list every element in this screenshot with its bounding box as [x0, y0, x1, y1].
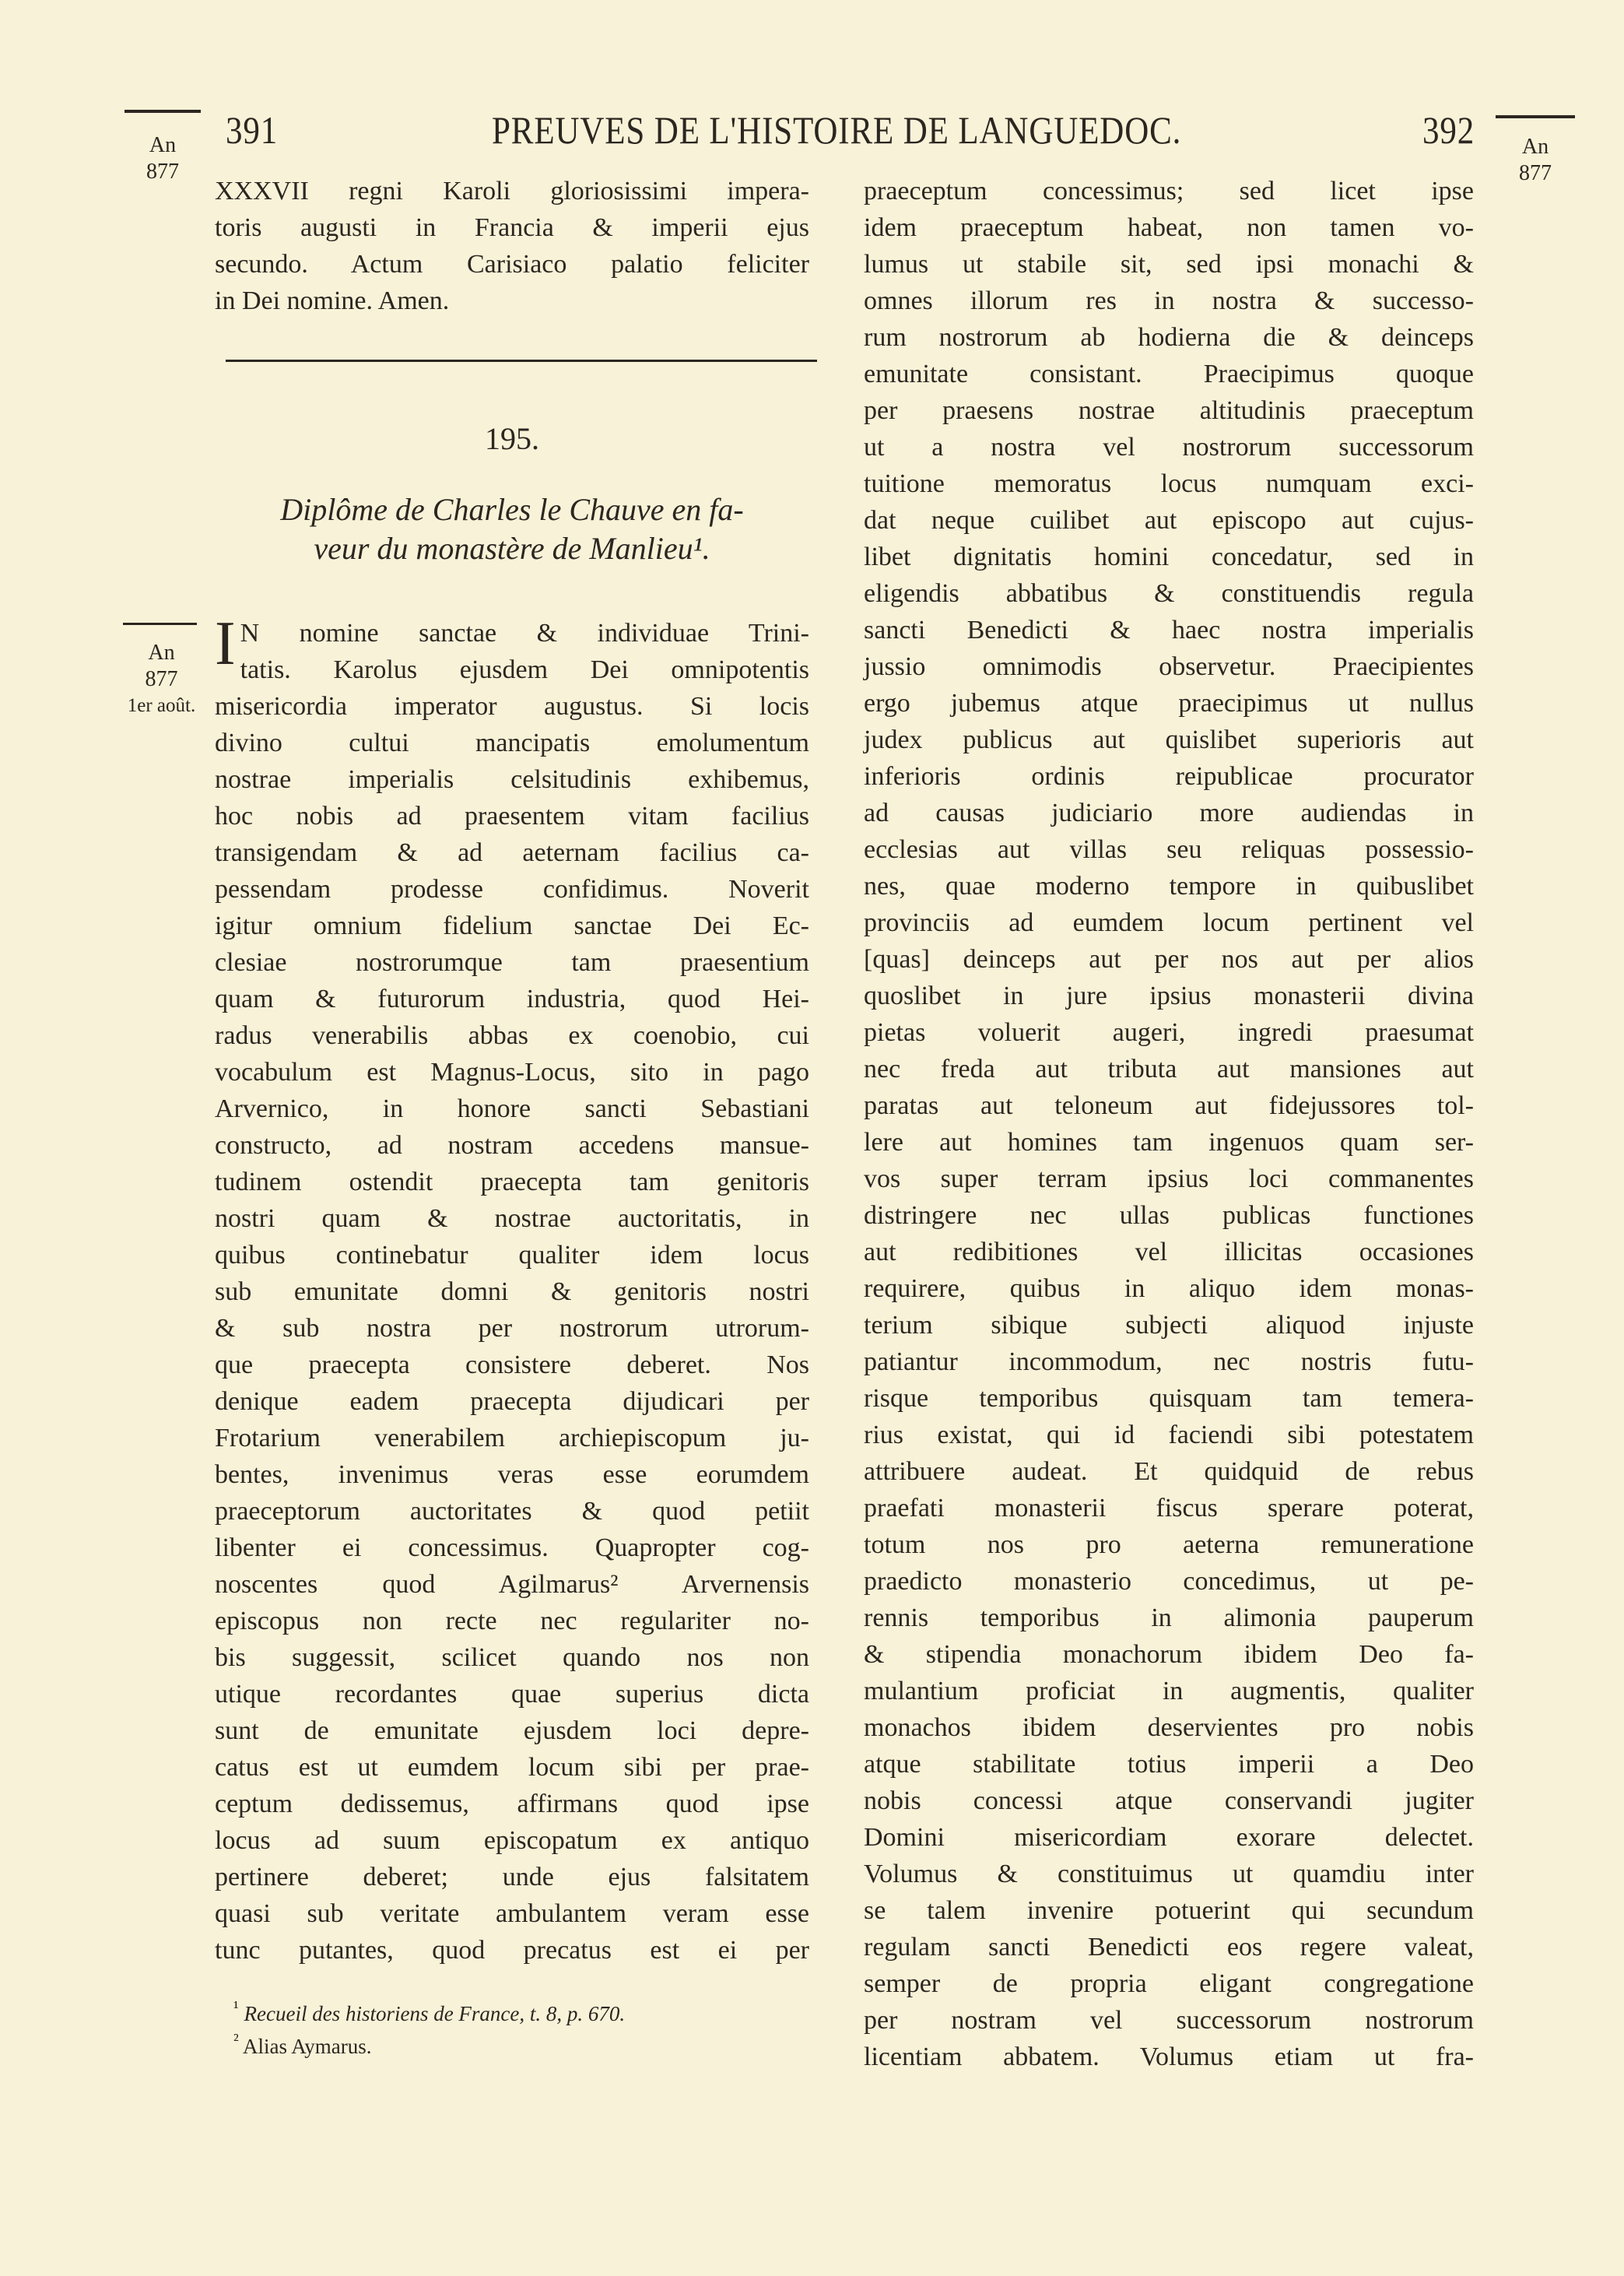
text-line: libenter ei concessimus. Quapropter cog-: [215, 1533, 809, 1562]
text-line: misericordia imperator augustus. Si locis: [215, 692, 809, 721]
text-line: ceptum dedissemus, affirmans quod ipse: [215, 1790, 809, 1818]
text-line: eligendis abbatibus & constituendis regula: [864, 579, 1474, 608]
margin-note-document-date: [117, 640, 206, 719]
running-title: PREUVES DE L'HISTOIRE DE LANGUEDOC.: [492, 108, 1182, 152]
margin-note-right-top: [1496, 134, 1575, 187]
text-line: nec freda aut tributa aut mansiones aut: [864, 1055, 1474, 1084]
text-line: paratas aut teloneum aut fidejussores tol-: [864, 1091, 1474, 1120]
text-line: quoslibet in jure ipsius monasterii divina: [864, 982, 1474, 1010]
text-line: quibus continebatur qualiter idem locus: [215, 1241, 809, 1270]
footnote-1: [233, 1994, 825, 2027]
text-line: praefati monasterii fiscus sperare poterat,: [864, 1494, 1474, 1523]
footnote-2: [233, 2027, 825, 2060]
text-line: ad causas judiciario more audiendas in: [864, 799, 1474, 827]
text-line: nobis concessi atque conservandi jugiter: [864, 1786, 1474, 1815]
document-title: [215, 490, 809, 568]
text-line: locus ad suum episcopatum ex antiquo: [215, 1826, 809, 1855]
text-line: regulam sancti Benedicti eos regere valeat,: [864, 1933, 1474, 1962]
margin-rule: [125, 110, 201, 113]
text-line: patiantur incommodum, nec nostris futu-: [864, 1347, 1474, 1376]
text-line: toris augusti in Francia & imperii ejus: [215, 213, 809, 242]
text-line: ut a nostra vel nostrorum successorum: [864, 433, 1474, 462]
text-line: jussio omnimodis observetur. Praecipientes: [864, 652, 1474, 681]
text-line: provinciis ad eumdem locum pertinent vel: [864, 908, 1474, 937]
text-line: radus venerabilis abbas ex coenobio, cui: [215, 1021, 809, 1050]
drop-cap: I: [215, 609, 236, 678]
text-line: rius existat, qui id faciendi sibi potestatem: [864, 1421, 1474, 1449]
text-line: lumus ut stabile sit, sed ipsi monachi &: [864, 250, 1474, 279]
text-line: secundo. Actum Carisiaco palatio feliciter: [215, 250, 809, 279]
text-line: & sub nostra per nostrorum utrorum-: [215, 1314, 809, 1343]
footnote-mark: ¹: [233, 1997, 239, 2017]
text-line: se talem invenire potuerint qui secundum: [864, 1896, 1474, 1925]
text-line: aut redibitiones vel illicitas occasiones: [864, 1238, 1474, 1266]
text-line: hoc nobis ad praesentem vitam facilius: [215, 802, 809, 831]
text-line: idem praeceptum habeat, non tamen vo-: [864, 213, 1474, 242]
text-line: tatis. Karolus ejusdem Dei omnipotentis: [240, 655, 809, 684]
text-line: totum nos pro aeterna remuneratione: [864, 1530, 1474, 1559]
text-line: inferioris ordinis reipublicae procurator: [864, 762, 1474, 791]
margin-year: 877: [1519, 161, 1552, 185]
text-line: constructo, ad nostram accedens mansue-: [215, 1131, 809, 1160]
text-line: omnes illorum res in nostra & successo-: [864, 286, 1474, 315]
text-line: nostrae imperialis celsitudinis exhibemus,: [215, 765, 809, 794]
text-line: utique recordantes quae superius dicta: [215, 1680, 809, 1709]
text-line: atque stabilitate totius imperii a Deo: [864, 1750, 1474, 1779]
footnotes: [233, 1994, 825, 2060]
document-number: 195.: [485, 421, 539, 456]
text-line: praeceptum concessimus; sed licet ipse: [864, 177, 1474, 205]
text-line: Arvernico, in honore sancti Sebastiani: [215, 1094, 809, 1123]
text-line: & stipendia monachorum ibidem Deo fa-: [864, 1640, 1474, 1669]
text-line: pertinere deberet; unde ejus falsitatem: [215, 1863, 809, 1891]
text-line: judex publicus aut quislibet superioris aut: [864, 725, 1474, 754]
page-number-right: 392: [1422, 108, 1475, 152]
text-line: requirere, quibus in aliquo idem monas-: [864, 1274, 1474, 1303]
text-line: semper de propria eligant congregatione: [864, 1969, 1474, 1998]
text-line: per praesens nostrae altitudinis praeceptum: [864, 396, 1474, 425]
text-line: mulantium proficiat in augmentis, qualiter: [864, 1677, 1474, 1705]
text-line: libet dignitatis homini concedatur, sed in: [864, 543, 1474, 571]
text-line: tuitione memoratus locus numquam exci-: [864, 469, 1474, 498]
text-line: sub emunitate domni & genitoris nostri: [215, 1277, 809, 1306]
document-body-left: [215, 609, 809, 1969]
text-line: terium sibique subjecti aliquod injuste: [864, 1311, 1474, 1340]
text-line: episcopus non recte nec regulariter no-: [215, 1607, 809, 1635]
text-line: quasi sub veritate ambulantem veram esse: [215, 1899, 809, 1928]
text-line: bis suggessit, scilicet quando nos non: [215, 1643, 809, 1672]
margin-note-left-top: [125, 132, 201, 185]
text-line: igitur omnium fidelium sanctae Dei Ec-: [215, 911, 809, 940]
margin-year: 877: [146, 160, 179, 184]
text-line: rennis temporibus in alimonia pauperum: [864, 1603, 1474, 1632]
document-body-right: [864, 173, 1474, 2075]
margin-label: An: [149, 133, 177, 157]
text-line: vocabulum est Magnus-Locus, sito in pago: [215, 1058, 809, 1087]
footnote-text: Recueil des historiens de France, t. 8, p. 670.: [244, 2002, 626, 2025]
text-line: pietas voluerit augeri, ingredi praesumat: [864, 1018, 1474, 1047]
previous-document-end: [215, 173, 809, 319]
text-line: vos super terram ipsius loci commanentes: [864, 1164, 1474, 1193]
text-line: ecclesias aut villas seu reliquas possessio-: [864, 835, 1474, 864]
text-line: tunc putantes, quod precatus est ei per: [215, 1936, 809, 1965]
margin-date: 1er août.: [127, 695, 196, 716]
text-line: transigendam & ad aeternam facilius ca-: [215, 838, 809, 867]
text-line: attribuere audeat. Et quidquid de rebus: [864, 1457, 1474, 1486]
text-line: distringere nec ullas publicas functiones: [864, 1201, 1474, 1230]
text-line: Volumus & constituimus ut quamdiu inter: [864, 1860, 1474, 1888]
text-line: [quas] deinceps aut per nos aut per alios: [864, 945, 1474, 974]
footnote-text: Alias Aymarus.: [243, 2035, 372, 2058]
document-title-line: veur du monastère de Manlieu¹.: [314, 531, 710, 566]
text-line: denique eadem praecepta dijudicari per: [215, 1387, 809, 1416]
text-line: que praecepta consistere deberet. Nos: [215, 1350, 809, 1379]
text-line: dat neque cuilibet aut episcopo aut cujus-: [864, 506, 1474, 535]
text-line: monachos ibidem deservientes pro nobis: [864, 1713, 1474, 1742]
margin-rule: [123, 623, 197, 625]
page-number-left: 391: [226, 108, 279, 152]
margin-label: An: [148, 641, 175, 665]
text-line: Frotarium venerabilem archiepiscopum ju-: [215, 1424, 809, 1452]
text-line: risque temporibus quisquam tam temera-: [864, 1384, 1474, 1413]
text-line: per nostram vel successorum nostrorum: [864, 2006, 1474, 2035]
text-line: noscentes quod Agilmarus² Arvernensis: [215, 1570, 809, 1599]
text-line: clesiae nostrorumque tam praesentium: [215, 948, 809, 977]
text-line: catus est ut eumdem locum sibi per prae-: [215, 1753, 809, 1782]
text-line: nes, quae moderno tempore in quibuslibet: [864, 872, 1474, 901]
margin-year: 877: [145, 667, 178, 691]
text-line: ergo jubemus atque praecipimus ut nullus: [864, 689, 1474, 718]
text-line: bentes, invenimus veras esse eorumdem: [215, 1460, 809, 1489]
margin-label: An: [1521, 135, 1549, 159]
text-line: quam & futurorum industria, quod Hei-: [215, 985, 809, 1013]
text-line: in Dei nomine. Amen.: [215, 286, 450, 315]
text-line: N nomine sanctae & individuae Trini-: [240, 619, 809, 648]
document-title-line: Diplôme de Charles le Chauve en fa-: [280, 492, 744, 527]
text-line: XXXVII regni Karoli gloriosissimi impera-: [215, 177, 809, 205]
text-line: praedicto monasterio concedimus, ut pe-: [864, 1567, 1474, 1596]
text-line: sancti Benedicti & haec nostra imperialis: [864, 616, 1474, 645]
text-line: pessendam prodesse confidimus. Noverit: [215, 875, 809, 904]
text-line: praeceptorum auctoritates & quod petiit: [215, 1497, 809, 1526]
text-line: emunitate consistant. Praecipimus quoque: [864, 360, 1474, 388]
text-line: rum nostrorum ab hodierna die & deinceps: [864, 323, 1474, 352]
text-line: sunt de emunitate ejusdem loci depre-: [215, 1716, 809, 1745]
text-line: licentiam abbatem. Volumus etiam ut fra-: [864, 2042, 1474, 2071]
text-line: nostri quam & nostrae auctoritatis, in: [215, 1204, 809, 1233]
footnote-mark: ²: [233, 2030, 239, 2049]
text-line: Domini misericordiam exorare delectet.: [864, 1823, 1474, 1852]
section-divider: [226, 360, 817, 362]
text-line: divino cultui mancipatis emolumentum: [215, 729, 809, 757]
text-line: tudinem ostendit praecepta tam genitoris: [215, 1168, 809, 1196]
text-line: lere aut homines tam ingenuos quam ser-: [864, 1128, 1474, 1157]
margin-rule: [1496, 115, 1575, 118]
